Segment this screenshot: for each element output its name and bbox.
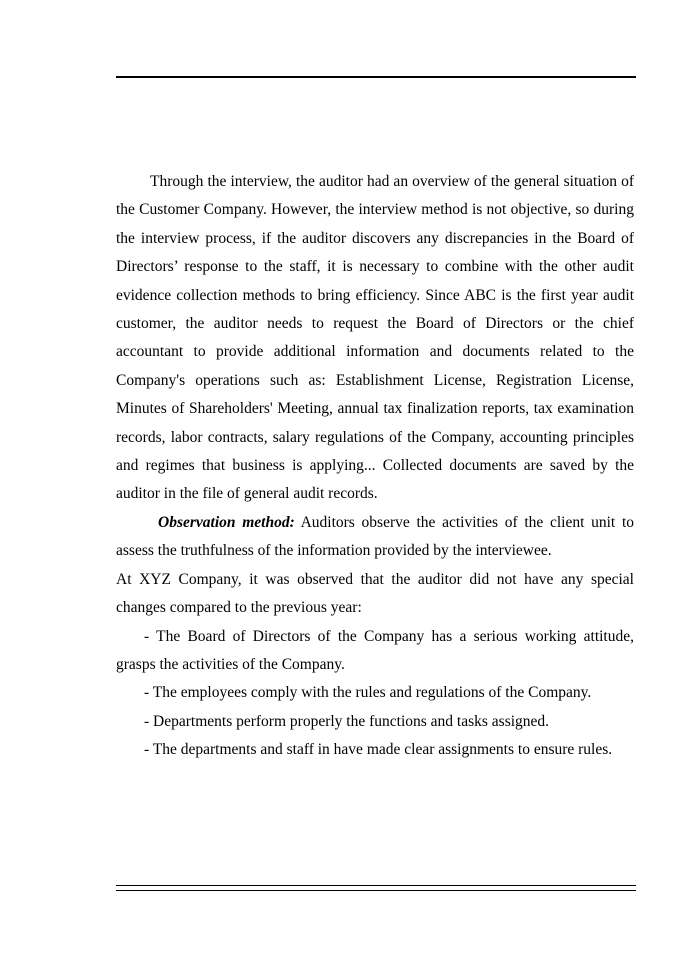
header-rule [116,76,636,78]
observation-body: Auditors observe the activities of the client unit to assess the truthfulness of the information provided by the interviewee. [116,513,634,560]
bullet-clear-assignments: - The departments and staff in have made clear assignments to ensure rules. [144,741,613,759]
document-body [116,168,634,765]
bullet-board-attitude: - The Board of Directors of the Company has a serious working attitude, grasps the activities of the Company. [116,627,634,673]
paragraph-xyz-intro: At XYZ Company, it was observed that the auditor did not have any special changes compared to the previous year: [116,570,634,617]
paragraph-observation [116,509,634,566]
bullet-departments-perform: - Departments perform properly the functions and tasks assigned. [144,712,550,730]
observation-heading: Observation method: [158,513,295,531]
footer-rule [116,885,636,891]
paragraph-interview: Through the interview, the auditor had an overview of the general situation of the Customer Company. However, the interview method is not objective, so during the interview process, if the auditor discovers any discrepancies in the Board of Directors’ response to the staff, it is necessary to combine with the other audit evidence collection methods to bring efficiency. Since ABC is the first year audit customer, the auditor needs to request the Board of Directors or the chief accountant to provide additional information and documents related to the Company's operations such as: Establishment License, Registration License, Minutes of Shareholders' Meeting, annual tax finalization reports, tax examination records, labor contracts, salary regulations of the Company, accounting principles and regimes that business is applying... Collected documents are saved by the auditor in the file of general audit records. [116,173,634,503]
bullet-employees-comply: - The employees comply with the rules and regulations of the Company. [144,684,592,702]
